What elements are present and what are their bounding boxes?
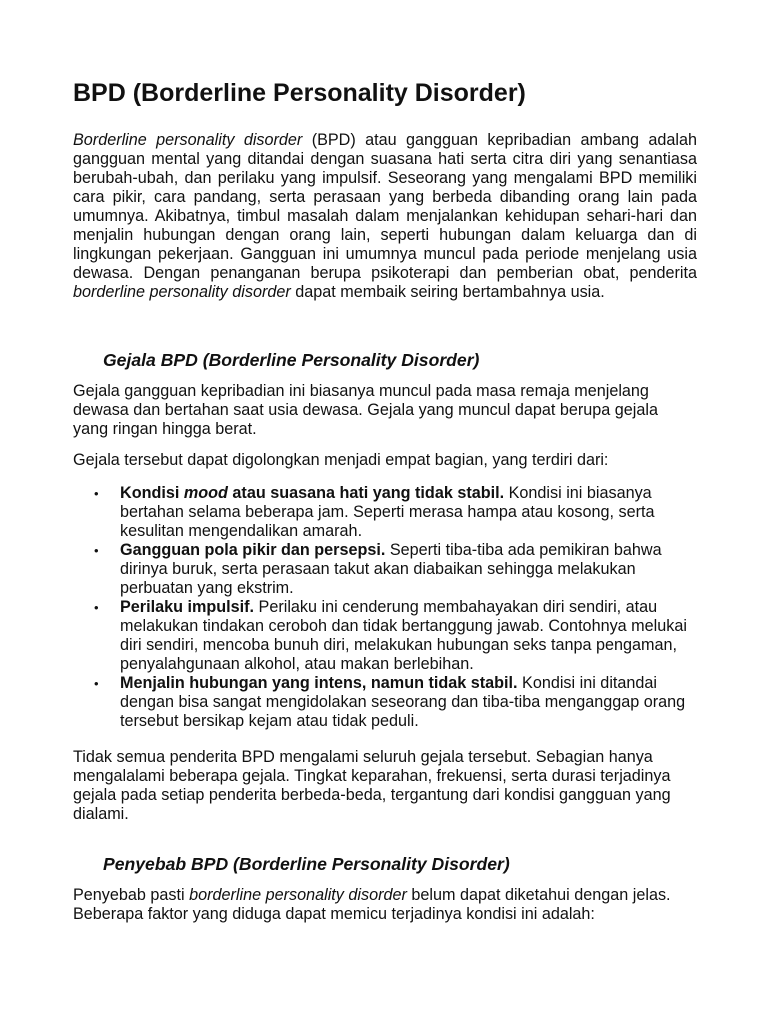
symptom-item-hubungan bbox=[73, 674, 697, 731]
symptom-text: Seperti tiba-tiba ada pemikiran bahwa dirinya buruk, serta perasaan takut akan diabaikan sehingga melakukan perbuatan yang ekstrim. bbox=[120, 541, 662, 598]
gejala-closing-paragraph: Tidak semua penderita BPD mengalami seluruh gejala tersebut. Sebagian hanya mengalalami beberapa gejala. Tingkat keparahan, frekuensi, serta durasi terjadinya gejala pada setiap penderita berbeda-beda, tergantung dari kondisi gangguan yang dialami. bbox=[73, 748, 671, 824]
gejala-paragraph-1: Gejala gangguan kepribadian ini biasanya muncul pada masa remaja menjelang dewasa dan bertahan saat usia dewasa. Gejala yang muncul dapat berupa gejala yang ringan hingga berat. bbox=[73, 382, 658, 439]
symptom-title: Perilaku impulsif. bbox=[120, 598, 255, 617]
bullet-icon: • bbox=[94, 543, 99, 559]
symptom-item-impulsif bbox=[73, 598, 697, 674]
document-page bbox=[73, 78, 697, 924]
intro-term-2: borderline personality disorder bbox=[73, 283, 291, 301]
penyebab-heading: Penyebab BPD (Borderline Personality Disorder) bbox=[103, 854, 510, 875]
bullet-icon: • bbox=[94, 600, 99, 616]
symptom-list bbox=[73, 484, 697, 731]
symptom-item-persepsi bbox=[73, 541, 697, 598]
intro-paragraph bbox=[73, 131, 697, 302]
symptom-text: Kondisi ini ditandai dengan bisa sangat mengidolakan seseorang dan tiba-tiba menganggap orang tersebut bersikap kejam atau tidak peduli. bbox=[120, 674, 686, 731]
intro-text-1: (BPD) atau gangguan kepribadian ambang adalah gangguan mental yang ditandai dengan suasana hati serta citra diri yang senantiasa berubah-ubah, dan perilaku yang impulsif. Seseorang yang mengalami BPD memiliki cara pikir, cara pandang, serta perasaan yang berbeda dibanding orang lain pada umumnya. Akibatnya, timbul masalah dalam menjalankan kehidupan sehari-hari dan menjalin hubungan dengan orang lain, seperti hubungan dalam keluarga dan di lingkungan pekerjaan. Gangguan ini umumnya muncul pada periode menjelang usia dewasa. Dengan penanganan berupa psikoterapi dan pemberian obat, penderita bbox=[73, 131, 697, 282]
penyebab-term: borderline personality disorder bbox=[189, 886, 407, 905]
gejala-paragraph-2: Gejala tersebut dapat digolongkan menjadi empat bagian, yang terdiri dari: bbox=[73, 451, 609, 470]
gejala-heading: Gejala BPD (Borderline Personality Disorder) bbox=[103, 350, 480, 370]
symptom-item-mood bbox=[73, 484, 697, 541]
symptom-title: Gangguan pola pikir dan persepsi. bbox=[120, 541, 386, 560]
bullet-icon: • bbox=[94, 486, 99, 502]
penyebab-paragraph: Penyebab pasti borderline personality disorder belum dapat diketahui dengan jelas. Beberapa faktor yang diduga dapat memicu terjadinya kondisi ini adalah: bbox=[73, 886, 671, 924]
intro-text-2: dapat membaik seiring bertambahnya usia. bbox=[290, 283, 605, 301]
symptom-title: Menjalin hubungan yang intens, namun tidak stabil. bbox=[120, 674, 518, 693]
document-title: BPD (Borderline Personality Disorder) bbox=[73, 79, 526, 107]
symptom-title: Kondisi mood atau suasana hati yang tidak stabil. bbox=[120, 484, 505, 503]
intro-term-1: Borderline personality disorder bbox=[73, 131, 303, 149]
symptom-text: Kondisi ini biasanya bertahan selama beberapa jam. Seperti merasa hampa atau kosong, serta kesulitan mengendalikan amarah. bbox=[120, 484, 655, 541]
bullet-icon: • bbox=[94, 676, 99, 692]
symptom-text: Perilaku ini cenderung membahayakan diri sendiri, atau melakukan tindakan ceroboh dan tidak bertanggung jawab. Contohnya melukai diri sendiri, mencoba bunuh diri, melakukan hubungan seks tanpa pengaman, penyalahgunaan alkohol, atau makan berlebihan. bbox=[120, 598, 687, 674]
